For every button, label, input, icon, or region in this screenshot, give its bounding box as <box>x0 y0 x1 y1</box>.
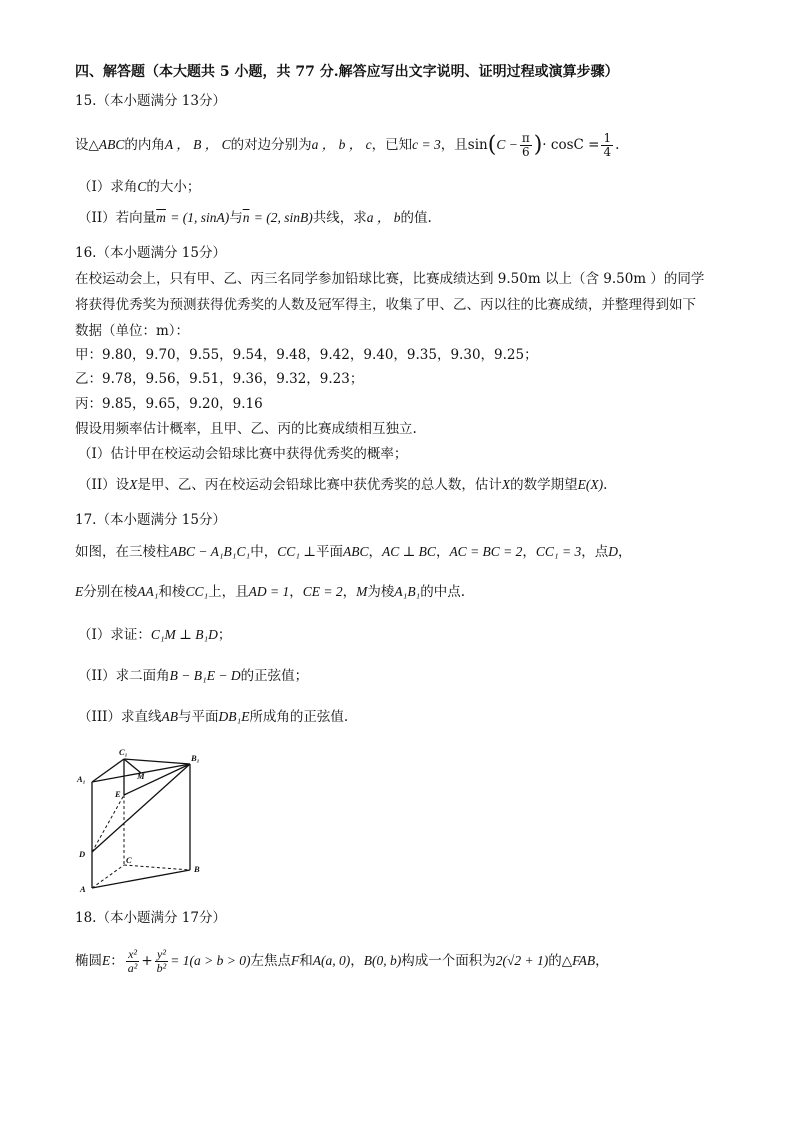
label-D: D <box>79 849 86 859</box>
q15-text: 设△ <box>75 137 99 153</box>
label-E: E <box>115 789 121 799</box>
q16-para-1: 在校运动会上，只有甲、乙、丙三名同学参加铅球比赛，比赛成绩达到 9.50m 以上（含 9.50m ）的同学 <box>75 271 705 287</box>
x2-over-a2-fraction: $\frac{\text{x²}}{\text{a²}}$ <box>127 947 138 975</box>
q15-part2: （II）若向量$\overline{m} = (1$, sinA)与$\overline{n} = (2$, sinB)共线，求a ， b的值. <box>78 210 432 226</box>
q16-para-3: 数据（单位：m）： <box>75 323 190 339</box>
label-A: A <box>80 884 86 894</box>
one-quarter-fraction: $\frac{1}{4}$ <box>603 131 612 159</box>
q17-header: 17.（本小题满分 15分） <box>75 512 226 528</box>
q18-header: 18.（本小题满分 17分） <box>75 910 226 926</box>
q17-line-1: 如图，在三棱柱ABC − A₁B₁C₁中，CC₁ ⊥平面ABC，AC ⊥ BC，AC = BC = 2，CC₁ = 3，点D， <box>75 544 632 560</box>
q15-header: 15.（本小题满分 13分） <box>75 93 226 109</box>
q17-part3: （III）求直线AB与平面DB₁E所成角的正弦值. <box>78 709 349 725</box>
label-B1: B₁ <box>191 753 200 763</box>
q15-stem: 设△ABC的内角A ， B ， C的对边分别为a ， b ， c，已知c = 3，且sin(C − $\frac{\pi}{6}$ )· cosC = $\frac{1}{4}$ . <box>75 131 620 159</box>
section-heading: 四、解答题（本大题共 5 小题，共 77 分.解答应写出文字说明、证明过程或演算步骤） <box>75 64 619 80</box>
pi-over-6-fraction: $\frac{\pi}{6}$ <box>521 131 530 159</box>
q16-data-yi: 乙：9.78，9.56，9.51，9.36，9.32，9.23； <box>75 371 364 387</box>
edge-B1-E <box>124 764 190 795</box>
q16-para-2: 将获得优秀奖为预测获得优秀奖的人数及冠军得主，收集了甲、乙、丙以往的比赛成绩，并整理得到如下 <box>75 297 696 313</box>
q17-line-2: E分别在棱AA₁和棱CC₁上，且AD = 1，CE = 2，M为棱A₁B₁的中点. <box>75 584 466 600</box>
label-A1: A₁ <box>77 774 86 784</box>
y2-over-b2-fraction: $\frac{\text{y²}}{\text{b²}}$ <box>156 947 167 975</box>
q16-data-bing: 丙：9.85，9.65，9.20，9.16 <box>75 396 263 412</box>
q16-data-jia: 甲：9.80，9.70，9.55，9.54，9.48，9.42，9.40，9.35，9.30，9.25； <box>75 347 538 363</box>
q16-assumption: 假设用频率估计概率，且甲、乙、丙的比赛成绩相互独立. <box>75 421 417 437</box>
q16-header: 16.（本小题满分 15分） <box>75 245 226 261</box>
label-M: M <box>137 771 145 781</box>
prism-figure <box>72 745 212 895</box>
q18-line-1: 椭圆E： $\frac{\text{x²}}{\text{a²}}$ + $\frac{\text{y²}}{\text{b²}}$ = 1(a > b > 0)左焦点F和A(a, 0)，B(0, b)构成一个面积为2(√2 + 1)的△FAB， <box>75 947 609 975</box>
q15-part1: （I）求角C的大小； <box>78 179 201 195</box>
hidden-edge-C-B <box>124 865 190 870</box>
q17-part2: （II）求二面角B − B₁E − D的正弦值； <box>78 668 309 684</box>
hidden-edge-D-E <box>92 795 124 852</box>
label-B: B <box>194 864 200 874</box>
label-C: C <box>126 855 132 865</box>
q16-part2: （II）设X是甲、乙、丙在校运动会铅球比赛中获优秀奖的总人数，估计X的数学期望E(X). <box>78 477 608 493</box>
q16-part1: （I）估计甲在校运动会铅球比赛中获得优秀奖的概率； <box>78 446 408 462</box>
edge-A-B <box>92 870 190 888</box>
edge-C1-B1 <box>124 759 190 764</box>
label-C1: C₁ <box>119 747 128 757</box>
q17-part1: （I）求证：C₁M ⊥ B₁D； <box>78 627 232 643</box>
